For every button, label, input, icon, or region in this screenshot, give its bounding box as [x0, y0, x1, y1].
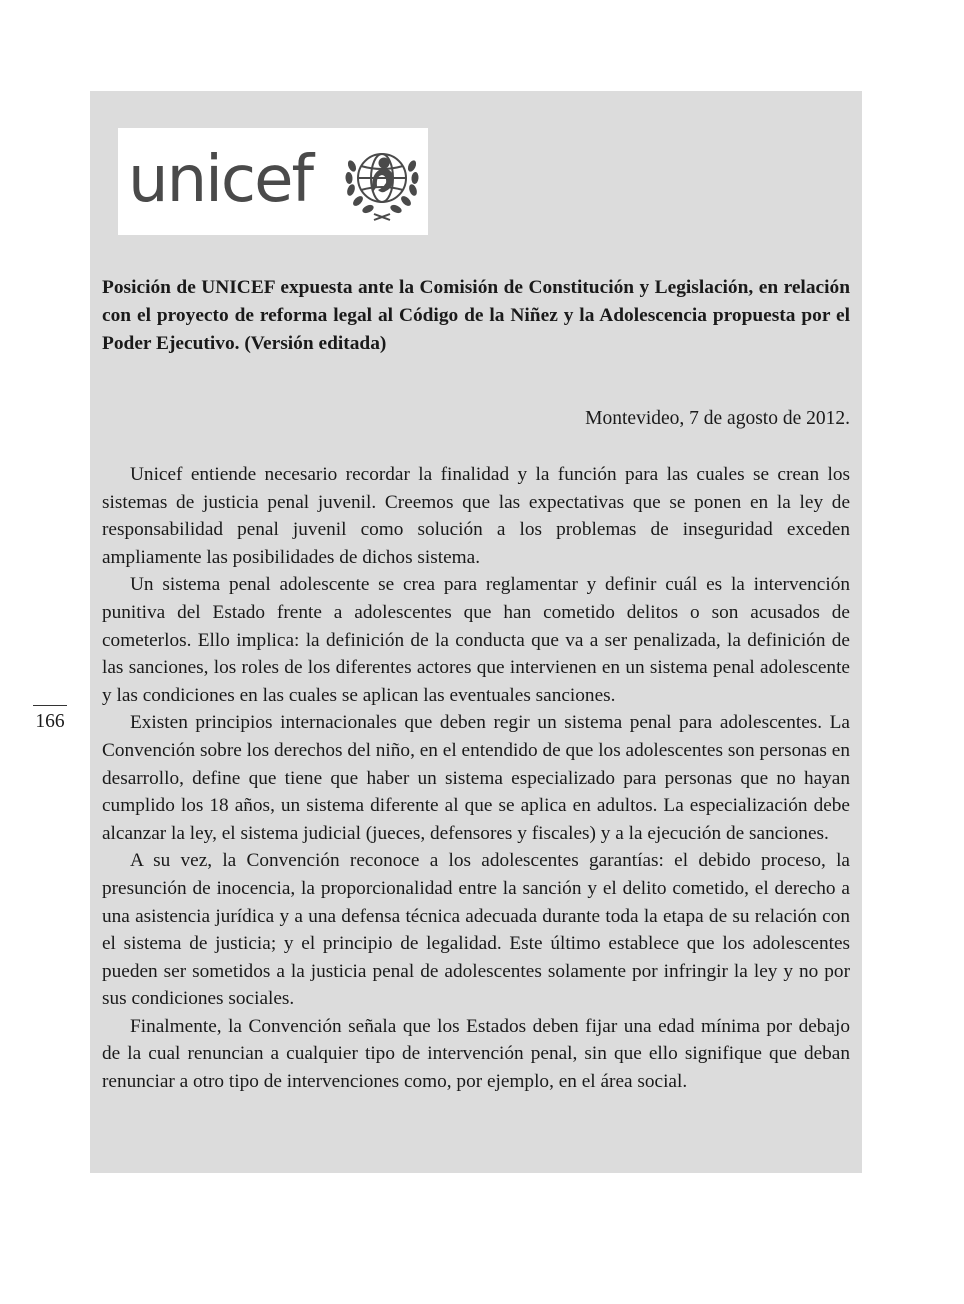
paragraph: Unicef entiende necesario recordar la finalidad y la función para las cuales se crean los sistemas de justicia penal juvenil. Creemos que las expectativas que se ponen en la ley de responsabilidad penal juvenil como solución a los problemas de inseguridad exceden ampliamente las posibilidades de dichos sistema.	[102, 464, 850, 568]
page-number: 166	[33, 705, 67, 736]
paragraph: Finalmente, la Convención señala que los Estados deben fijar una edad mínima por debajo de la cual renuncian a cualquier tipo de intervención penal, sin que ello signifique que deban renunciar a otro tipo de intervenciones como, por ejemplo, en el área social.	[102, 1015, 850, 1093]
paragraph: Existen principios internacionales que deben regir un sistema penal para adolescentes. La Convención sobre los derechos del niño, en el entendido de que los adolescentes son personas en desarrollo, define que tiene que haber un sistema especializado para personas que no hayan cumplido los 18 años, un sistema diferente al que se aplica en adultos. La especialización debe alcanzar la ley, el sistema judicial (jueces, defensores y fiscales) y a la ejecución de sanciones.	[102, 712, 850, 844]
unicef-logo	[118, 128, 428, 235]
dateline: Montevideo, 7 de agosto de 2012.	[585, 408, 850, 429]
document-heading: Posición de UNICEF expuesta ante la Comisión de Constitución y Legislación, en relación con el proyecto de reforma legal al Código de la Niñez y la Adolescencia propuesta por el Poder Ejecutivo. (Versión editada)	[102, 277, 850, 354]
logo-wordmark: unicef	[128, 143, 312, 217]
body-text	[102, 461, 850, 1096]
paragraph: Un sistema penal adolescente se crea para reglamentar y definir cuál es la intervención punitiva del Estado frente a adolescentes que han cometido delitos o son acusados de cometerlos. Ello implica: la definición de la conducta que va a ser penalizada, la definición de las sanciones, los roles de los diferentes actores que intervienen en un sistema penal adolescente y las condiciones en las cuales se aplican las eventuales sanciones.	[102, 574, 850, 706]
unicef-emblem-icon	[340, 142, 424, 222]
paragraph: A su vez, la Convención reconoce a los adolescentes garantías: el debido proceso, la presunción de inocencia, la proporcionalidad entre la sanción y el delito cometido, el derecho a una asistencia jurídica y a una defensa técnica adecuada durante toda la etapa de su relación con el sistema de justicia; y el principio de legalidad. Este último establece que los adolescentes pueden ser sometidos a la justicia penal de adolescentes solamente por infringir la ley y no por sus condiciones sociales.	[102, 850, 850, 1010]
